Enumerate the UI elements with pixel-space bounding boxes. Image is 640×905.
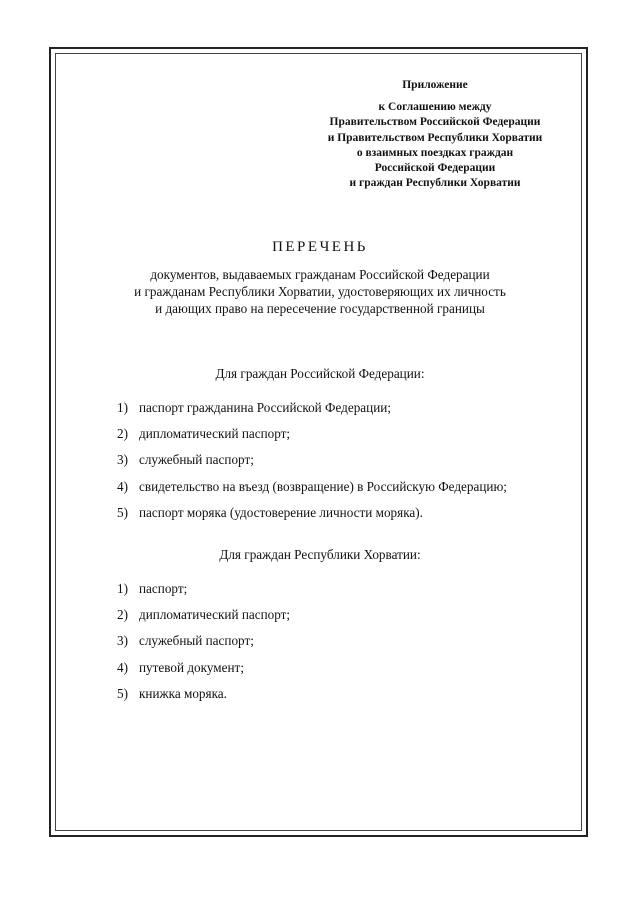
item-text: служебный паспорт; [139, 452, 254, 468]
appendix-line: о взаимных поездках граждан [356, 146, 514, 159]
item-text: свидетельство на въезд (возвращение) в Российскую Федерацию; [139, 478, 507, 494]
item-number: 1) [117, 581, 128, 596]
list-item [117, 421, 507, 447]
appendix-block [280, 78, 590, 191]
section-heading-croatia: Для граждан Республики Хорватии: [219, 547, 421, 562]
list-item [117, 500, 507, 526]
item-number: 3) [117, 633, 128, 649]
item-text: дипломатический паспорт; [139, 607, 291, 623]
list-item [117, 602, 290, 628]
item-text: служебный паспорт; [139, 633, 254, 649]
list-item [117, 576, 290, 602]
item-number: 2) [117, 607, 128, 623]
item-number: 1) [117, 400, 128, 415]
appendix-line: к Соглашению между [378, 101, 492, 114]
item-number: 4) [117, 478, 128, 494]
appendix-line: Российской Федерации [374, 162, 496, 175]
document-subtitle [90, 266, 550, 317]
subtitle-line: документов, выдаваемых гражданам Российской Федерации [150, 267, 490, 282]
subtitle-line: и гражданам Республики Хорватии, удостоверяющих их личность [134, 284, 506, 299]
list-item [117, 681, 290, 707]
document-title: ПЕРЕЧЕНЬ [272, 239, 368, 255]
list-item [117, 474, 507, 500]
item-text: паспорт; [139, 581, 188, 596]
appendix-line: Правительством Российской Федерации [329, 116, 541, 129]
item-text: дипломатический паспорт; [139, 426, 291, 442]
item-number: 3) [117, 452, 128, 468]
list-russia [117, 395, 507, 526]
item-text: книжка моряка. [139, 685, 227, 701]
item-text: паспорт моряка (удостоверение личности моряка). [139, 504, 423, 520]
item-number: 4) [117, 659, 128, 675]
item-number: 5) [117, 685, 128, 701]
appendix-heading: Приложение [402, 79, 468, 91]
list-item [117, 655, 290, 681]
section-heading-russia: Для граждан Российской Федерации: [215, 366, 425, 381]
list-item [117, 395, 507, 421]
item-number: 2) [117, 426, 128, 442]
item-text: путевой документ; [139, 659, 244, 675]
appendix-line: и Правительством Республики Хорватии [327, 131, 543, 144]
subtitle-line: и дающих право на пересечение государственной границы [155, 301, 485, 316]
appendix-line: и граждан Республики Хорватии [349, 177, 521, 190]
item-text: паспорт гражданина Российской Федерации; [139, 400, 391, 415]
list-item [117, 628, 290, 654]
list-item [117, 447, 507, 473]
list-croatia [117, 576, 290, 707]
item-number: 5) [117, 504, 128, 520]
